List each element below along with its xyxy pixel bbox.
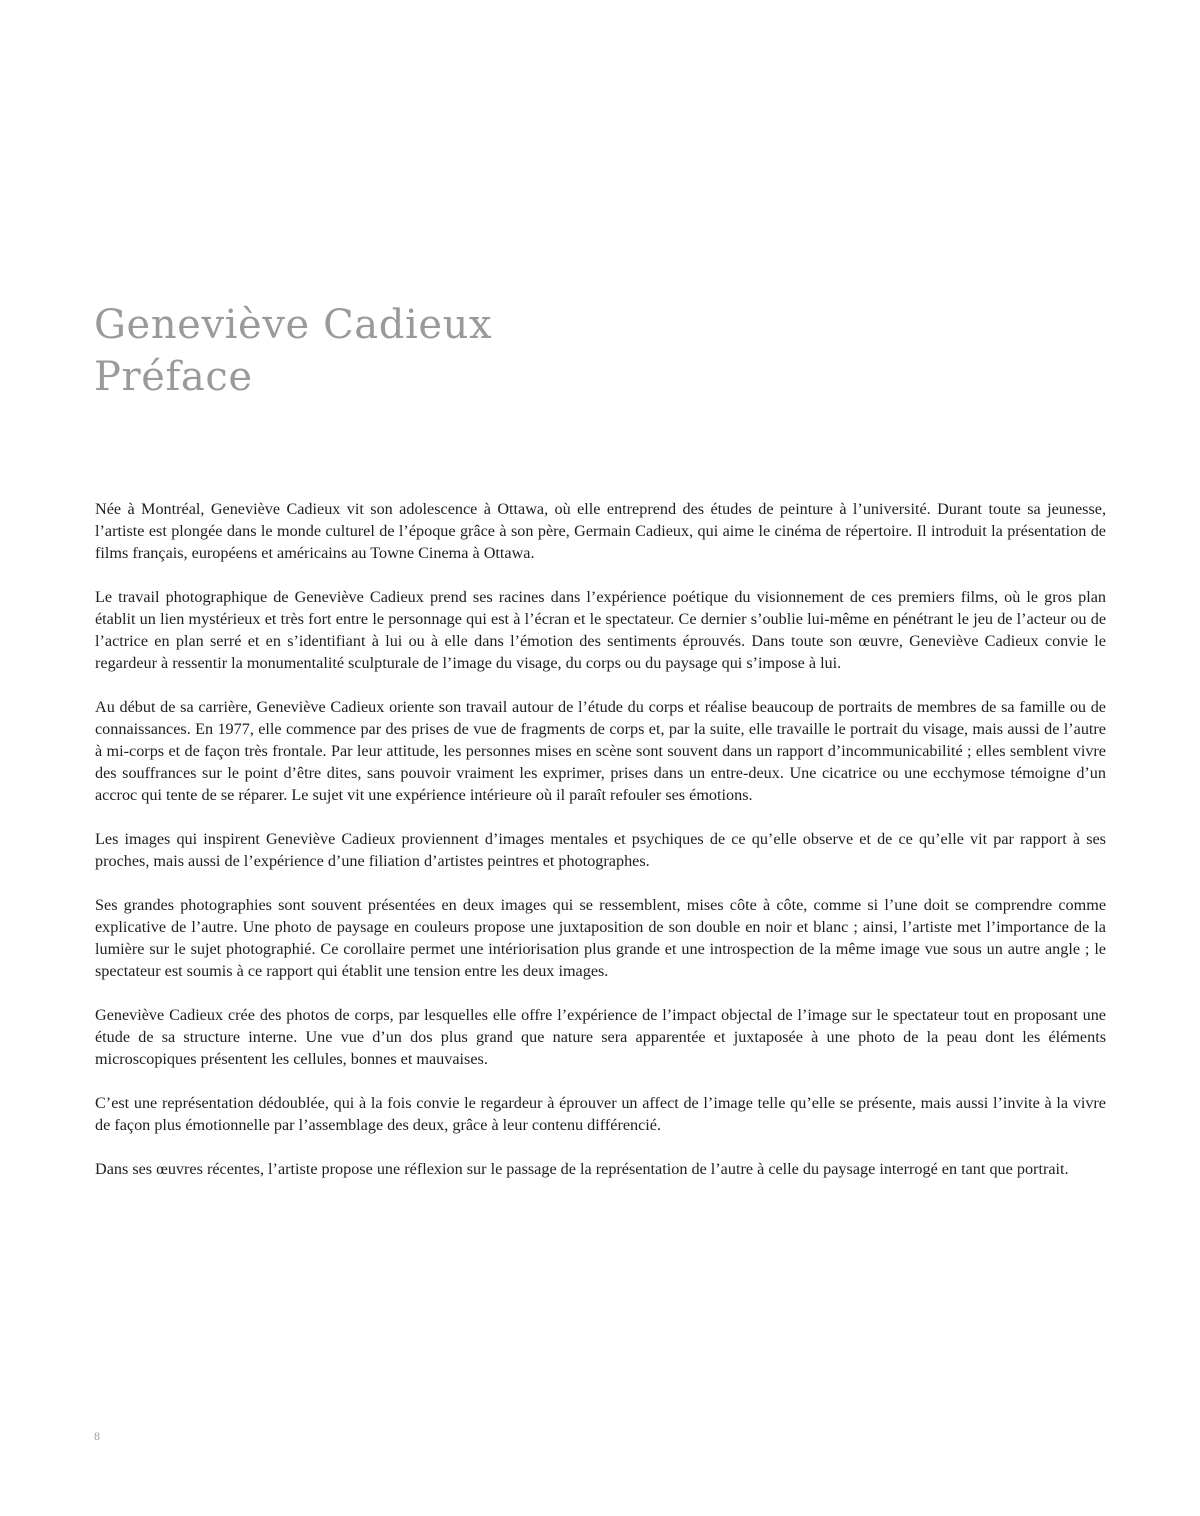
paragraph: Le travail photographique de Geneviève Cadieux prend ses racines dans l’expérience poétique du visionnement de ces premiers films, où le gros plan établit un lien mystérieux et très fort entre le personnage qui est à l’écran et le spectateur. Ce dernier s’oublie lui-même en pénétrant le jeu de l’acteur ou de l’actrice en plan serré et en s’identifiant à lui ou à elle dans l’émotion des sentiments éprouvés. Dans toute son œuvre, Geneviève Cadieux convie le regardeur à ressentir la monumentalité sculpturale de l’image du visage, du corps ou du paysage qui s’impose à lui. (95, 588, 1106, 672)
paragraph: Dans ses œuvres récentes, l’artiste propose une réflexion sur le passage de la représentation de l’autre à celle du paysage interrogé en tant que portrait. (95, 1160, 1069, 1178)
paragraph: Née à Montréal, Geneviève Cadieux vit son adolescence à Ottawa, où elle entreprend des études de peinture à l’université. Durant toute sa jeunesse, l’artiste est plongée dans le monde culturel de l’époque grâce à son père, Germain Cadieux, qui aime le cinéma de répertoire. Il introduit la présentation de films français, européens et américains au Towne Cinema à Ottawa. (95, 500, 1106, 562)
paragraph: Au début de sa carrière, Geneviève Cadieux oriente son travail autour de l’étude du corps et réalise beaucoup de portraits de membres de sa famille ou de connaissances. En 1977, elle commence par des prises de vue de fragments de corps et, par la suite, elle travaille le portrait du visage, mais aussi de l’autre à mi-corps et de façon très frontale. Par leur attitude, les personnes mises en scène sont souvent dans un rapport d’incommunicabilité ; elles semblent vivre des souffrances sur le point d’être dites, sans pouvoir vraiment les exprimer, prises dans un entre-deux. Une cicatrice ou une ecchymose témoigne d’un accroc qui tente de se réparer. Le sujet vit une expérience intérieure où il paraît refouler ses émotions. (95, 698, 1106, 804)
body-text (95, 498, 1106, 1202)
title-artist-name: Geneviève Cadieux (94, 302, 493, 348)
title-section-name: Préface (94, 354, 253, 400)
paragraph: Ses grandes photographies sont souvent présentées en deux images qui se ressemblent, mises côte à côte, comme si l’une doit se comprendre comme explicative de l’autre. Une photo de paysage en couleurs propose une juxtaposition de son double en noir et blanc ; ainsi, l’artiste met l’importance de la lumière sur le sujet photographié. Ce corollaire permet une intériorisation plus grande et une introspection de la même image vue sous un autre angle ; le spectateur est soumis à ce rapport qui établit une tension entre les deux images. (95, 896, 1106, 980)
paragraph: Les images qui inspirent Geneviève Cadieux proviennent d’images mentales et psychiques de ce qu’elle observe et de ce qu’elle vit par rapport à ses proches, mais aussi de l’expérience d’une filiation d’artistes peintres et photographes. (95, 830, 1106, 870)
page-number: 8 (94, 1429, 100, 1443)
paragraph: Geneviève Cadieux crée des photos de corps, par lesquelles elle offre l’expérience de l’impact objectal de l’image sur le spectateur tout en proposant une étude de sa structure interne. Une vue d’un dos plus grand que nature sera apparentée et juxtaposée à une photo de la peau dont les éléments microscopiques présentent les cellules, bonnes et mauvaises. (95, 1006, 1106, 1068)
page-title (94, 299, 994, 403)
paragraph: C’est une représentation dédoublée, qui à la fois convie le regardeur à éprouver un affect de l’image telle qu’elle se présente, mais aussi l’invite à la vivre de façon plus émotionnelle par l’assemblage des deux, grâce à leur contenu différencié. (95, 1094, 1106, 1134)
